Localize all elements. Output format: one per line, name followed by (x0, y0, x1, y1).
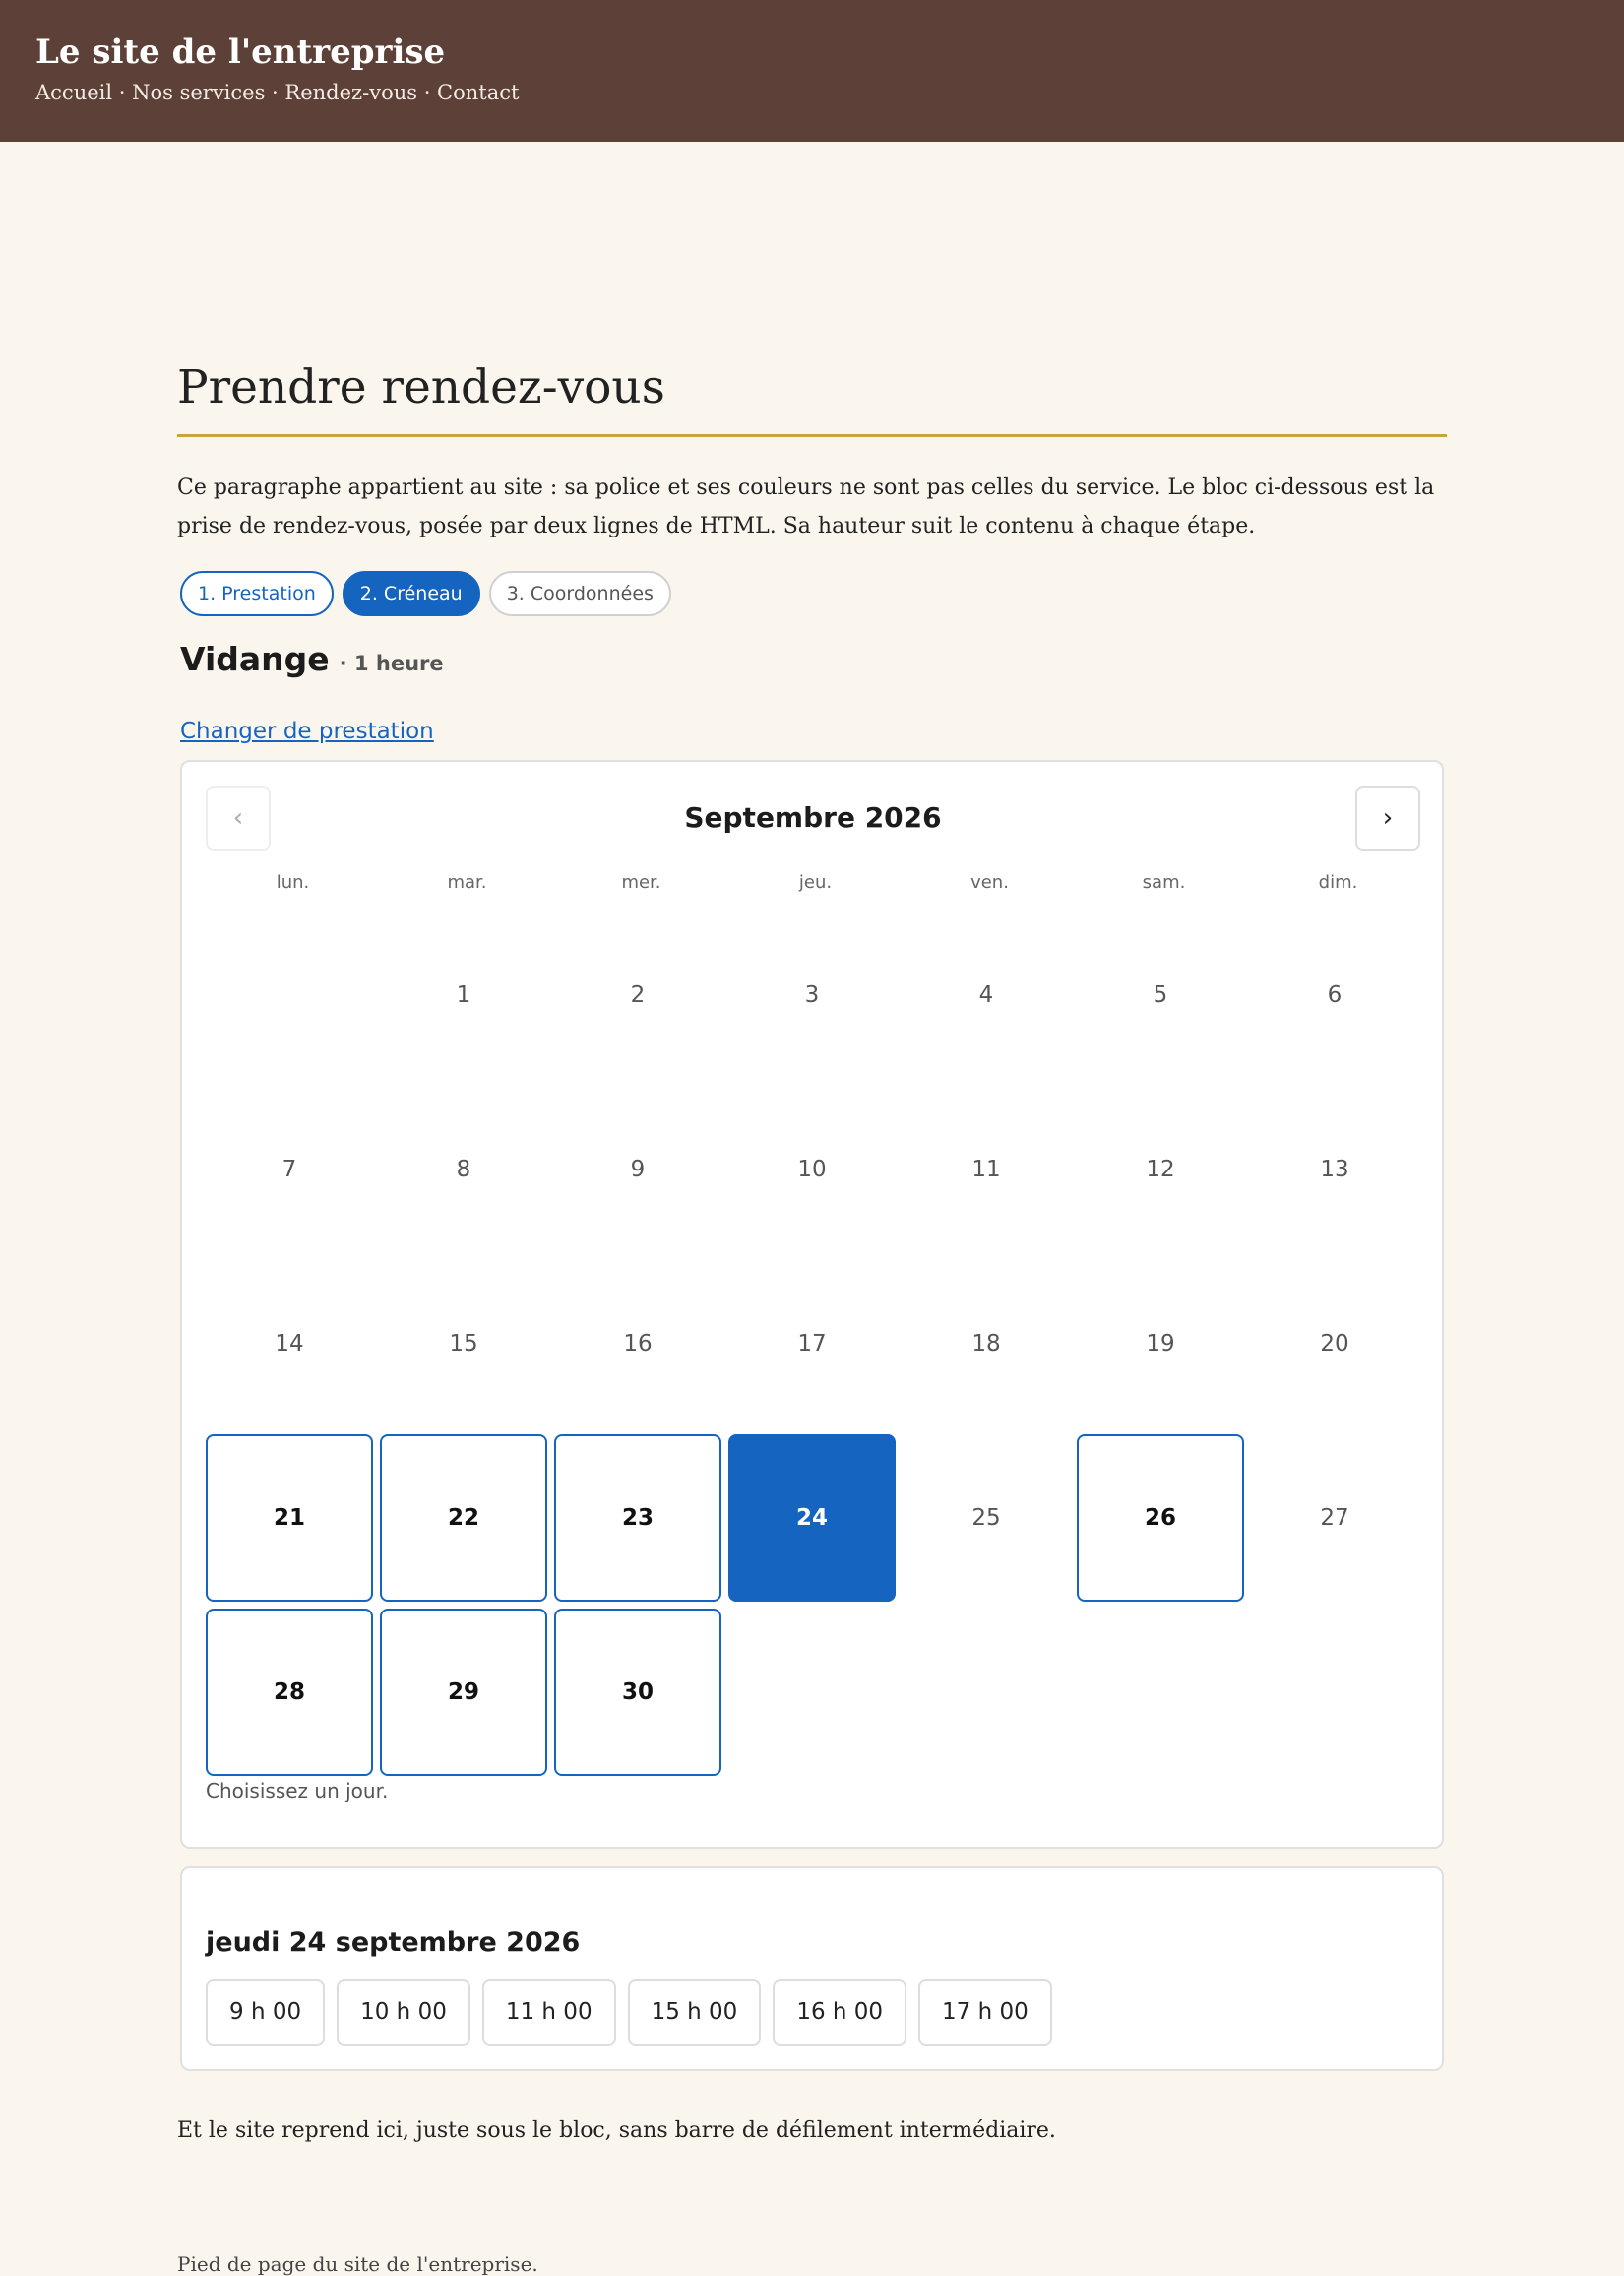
nav-separator: · (417, 81, 438, 104)
booking-steps (180, 571, 671, 616)
service-duration: · 1 heure (339, 652, 444, 675)
weekday-label: sam. (1142, 872, 1186, 893)
calendar-day-unavailable: 3 (804, 982, 820, 1008)
time-slot-list (206, 1979, 1052, 2046)
weekday-label: jeu. (798, 872, 833, 893)
change-service-link[interactable]: Changer de prestation (180, 719, 434, 744)
calendar-day-available[interactable]: 29 (380, 1609, 547, 1776)
calendar-day-unavailable: 17 (797, 1331, 827, 1357)
weekday-label: mer. (621, 872, 661, 893)
chevron-left-icon: ‹ (232, 803, 244, 833)
site-footer: Pied de page du site de l'entreprise. (177, 2252, 538, 2276)
calendar-day-unavailable: 4 (978, 982, 994, 1008)
calendar-grid (206, 912, 1426, 1776)
calendar-hint: Choisissez un jour. (206, 1779, 389, 1802)
calendar-card (180, 760, 1444, 1849)
weekday-header (206, 872, 1426, 893)
calendar-day-unavailable: 13 (1320, 1157, 1349, 1182)
time-slot-button[interactable]: 10 h 00 (337, 1979, 470, 2046)
title-divider (177, 434, 1447, 437)
next-month-button[interactable] (1355, 786, 1420, 851)
nav-link-rendez-vous[interactable]: Rendez-vous (284, 81, 418, 104)
calendar-day-available[interactable]: 26 (1077, 1434, 1244, 1602)
calendar-day-unavailable: 19 (1146, 1331, 1175, 1357)
after-widget-text: Et le site reprend ici, juste sous le bloc, sans barre de défilement intermédiaire. (177, 2118, 1056, 2143)
nav-link-accueil[interactable]: Accueil (35, 81, 113, 104)
calendar-header (206, 786, 1420, 851)
booking-step-1[interactable]: 1. Prestation (180, 571, 334, 616)
calendar-day-available[interactable]: 30 (554, 1609, 721, 1776)
calendar-day-available[interactable]: 21 (206, 1434, 373, 1602)
calendar-day-unavailable: 8 (456, 1157, 471, 1182)
weekday-label: ven. (970, 872, 1009, 893)
site-title: Le site de l'entreprise (35, 32, 446, 72)
calendar-day-unavailable: 25 (971, 1505, 1001, 1531)
calendar-day-selected[interactable]: 24 (728, 1434, 896, 1602)
intro-paragraph: Ce paragraphe appartient au site : sa police et ses couleurs ne sont pas celles du service. Le bloc ci-dessous est la prise de rendez-vous, posée par deux lignes de HTML. Sa hauteur suit le contenu à chaque étape. (177, 475, 1435, 538)
weekday-label: mar. (447, 872, 487, 893)
calendar-day-unavailable: 10 (797, 1157, 827, 1182)
calendar-day-unavailable: 5 (1153, 982, 1168, 1008)
time-slots-card (180, 1866, 1444, 2071)
weekday-label: lun. (276, 872, 310, 893)
time-slot-button[interactable]: 17 h 00 (918, 1979, 1052, 2046)
month-label: Septembre 2026 (684, 801, 942, 834)
time-slot-button[interactable]: 9 h 00 (206, 1979, 325, 2046)
calendar-day-unavailable: 12 (1146, 1157, 1175, 1182)
weekday-label: dim. (1318, 872, 1358, 893)
calendar-day-unavailable: 16 (623, 1331, 653, 1357)
calendar-day-unavailable: 27 (1320, 1505, 1349, 1531)
calendar-day-unavailable: 20 (1320, 1331, 1349, 1357)
selected-service (180, 640, 444, 678)
nav-link-nos-services[interactable]: Nos services (132, 81, 266, 104)
calendar-day-unavailable: 6 (1327, 982, 1343, 1008)
page-title: Prendre rendez-vous (177, 360, 665, 414)
calendar-day-unavailable: 2 (630, 982, 646, 1008)
selected-date-label: jeudi 24 septembre 2026 (206, 1928, 581, 1958)
nav-separator: · (112, 81, 133, 104)
nav-link-contact[interactable]: Contact (437, 81, 520, 104)
calendar-day-unavailable: 11 (971, 1157, 1001, 1182)
calendar-blank-cell (206, 912, 373, 1079)
booking-step-3[interactable]: 3. Coordonnées (489, 571, 671, 616)
calendar-day-unavailable: 1 (456, 982, 471, 1008)
calendar-day-unavailable: 15 (449, 1331, 478, 1357)
site-header (0, 0, 1624, 142)
nav-separator: · (265, 81, 285, 104)
time-slot-button[interactable]: 15 h 00 (628, 1979, 762, 2046)
booking-step-2[interactable]: 2. Créneau (343, 571, 480, 616)
calendar-day-unavailable: 14 (275, 1331, 304, 1357)
service-name: Vidange (180, 640, 330, 678)
calendar-day-available[interactable]: 23 (554, 1434, 721, 1602)
calendar-day-unavailable: 18 (971, 1331, 1001, 1357)
time-slot-button[interactable]: 16 h 00 (773, 1979, 906, 2046)
calendar-day-unavailable: 9 (630, 1157, 646, 1182)
chevron-right-icon: › (1382, 803, 1394, 833)
calendar-day-available[interactable]: 28 (206, 1609, 373, 1776)
calendar-day-available[interactable]: 22 (380, 1434, 547, 1602)
time-slot-button[interactable]: 11 h 00 (482, 1979, 616, 2046)
calendar-day-unavailable: 7 (281, 1157, 297, 1182)
site-nav (35, 81, 1589, 104)
